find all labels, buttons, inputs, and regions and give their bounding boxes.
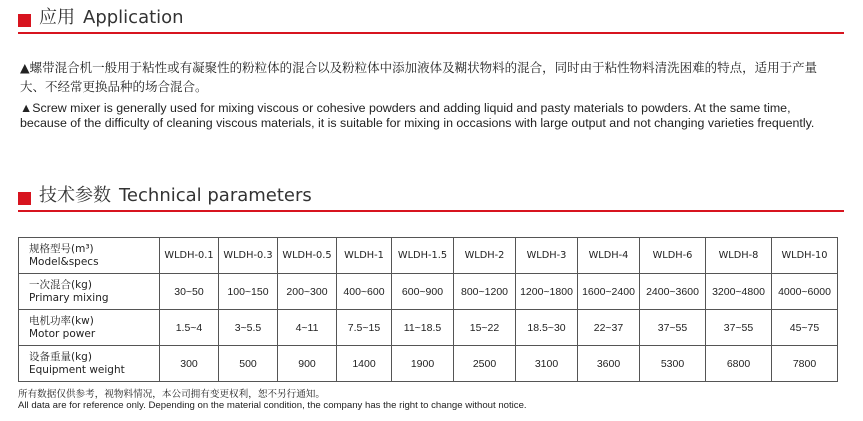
row-label-en: Equipment weight (29, 363, 125, 376)
parameters-table-body (19, 238, 838, 382)
table-cell: 4000~6000 (772, 274, 838, 310)
application-section-header (18, 6, 844, 34)
table-cell: 800~1200 (454, 274, 516, 310)
table-cell: 1900 (392, 346, 454, 382)
table-cell: 4~11 (278, 310, 337, 346)
application-title (39, 6, 184, 30)
table-cell: 3~5.5 (219, 310, 278, 346)
table-cell: 200~300 (278, 274, 337, 310)
table-row (19, 310, 838, 346)
table-cell: 37~55 (640, 310, 706, 346)
table-cell: 45~75 (772, 310, 838, 346)
application-title-en: Application (83, 7, 184, 28)
row-label-en: Motor power (29, 327, 96, 340)
technical-title (39, 184, 312, 208)
red-square-marker (18, 14, 31, 27)
table-cell: 1400 (337, 346, 392, 382)
row-label-cn: 规格型号(m³) (29, 242, 94, 255)
table-cell: WLDH-1.5 (392, 238, 454, 274)
table-cell: WLDH-10 (772, 238, 838, 274)
table-cell: 100~150 (219, 274, 278, 310)
row-label-en: Model&specs (29, 255, 99, 268)
section-divider (18, 32, 844, 34)
table-row (19, 238, 838, 274)
table-cell: WLDH-4 (578, 238, 640, 274)
table-cell: 6800 (706, 346, 772, 382)
table-cell: WLDH-0.3 (219, 238, 278, 274)
row-label-cn: 设备重量(kg) (29, 350, 92, 363)
row-label-cn: 电机功率(kw) (29, 314, 94, 327)
table-cell: WLDH-1 (337, 238, 392, 274)
table-cell: 3100 (516, 346, 578, 382)
row-header (19, 346, 160, 382)
application-text-cn: ▲螺带混合机一般用于粘性或有凝聚性的粉粒体的混合以及粉粒体中添加液体及糊状物料的混合，同时由于粘性物料清洗困难的特点，适用于产量大、不经常更换品种的场合混合。 (20, 60, 818, 94)
application-title-cn: 应用 (39, 7, 75, 28)
table-cell: 500 (219, 346, 278, 382)
table-cell: WLDH-0.1 (160, 238, 219, 274)
table-cell: WLDH-3 (516, 238, 578, 274)
table-cell: WLDH-0.5 (278, 238, 337, 274)
table-cell: 400~600 (337, 274, 392, 310)
table-cell: 22~37 (578, 310, 640, 346)
table-cell: 2500 (454, 346, 516, 382)
table-cell: 15~22 (454, 310, 516, 346)
row-header (19, 310, 160, 346)
table-cell: 11~18.5 (392, 310, 454, 346)
technical-title-en: Technical parameters (119, 185, 312, 206)
table-row (19, 274, 838, 310)
row-header (19, 238, 160, 274)
table-cell: 5300 (640, 346, 706, 382)
disclaimer-en: All data are for reference only. Depending on the material condition, the company has the right to change without notice. (18, 400, 527, 411)
application-text-en: ▲Screw mixer is generally used for mixing viscous or cohesive powders and adding liquid and pasty materials to powders. At the same time, because of the difficulty of cleaning viscous materials, it is suitable for mixing in occasions with large output and not changing varieties frequently. (20, 101, 815, 130)
table-cell: WLDH-2 (454, 238, 516, 274)
section-divider (18, 210, 844, 212)
table-cell: 1.5~4 (160, 310, 219, 346)
row-label-en: Primary mixing (29, 291, 109, 304)
technical-section-header (18, 184, 844, 212)
table-cell: 900 (278, 346, 337, 382)
table-cell: 7800 (772, 346, 838, 382)
table-cell: 18.5~30 (516, 310, 578, 346)
parameters-table (18, 237, 838, 382)
red-square-marker (18, 192, 31, 205)
table-cell: 300 (160, 346, 219, 382)
table-cell: 7.5~15 (337, 310, 392, 346)
table-cell: 600~900 (392, 274, 454, 310)
row-header (19, 274, 160, 310)
table-cell: WLDH-6 (640, 238, 706, 274)
table-cell: WLDH-8 (706, 238, 772, 274)
disclaimer-cn: 所有数据仅供参考，视物料情况，本公司拥有变更权利，恕不另行通知。 (18, 389, 325, 400)
table-cell: 3600 (578, 346, 640, 382)
table-cell: 3200~4800 (706, 274, 772, 310)
table-cell: 37~55 (706, 310, 772, 346)
table-cell: 2400~3600 (640, 274, 706, 310)
table-cell: 1200~1800 (516, 274, 578, 310)
technical-title-cn: 技术参数 (39, 185, 111, 206)
table-cell: 1600~2400 (578, 274, 640, 310)
table-row (19, 346, 838, 382)
table-cell: 30~50 (160, 274, 219, 310)
row-label-cn: 一次混合(kg) (29, 278, 92, 291)
